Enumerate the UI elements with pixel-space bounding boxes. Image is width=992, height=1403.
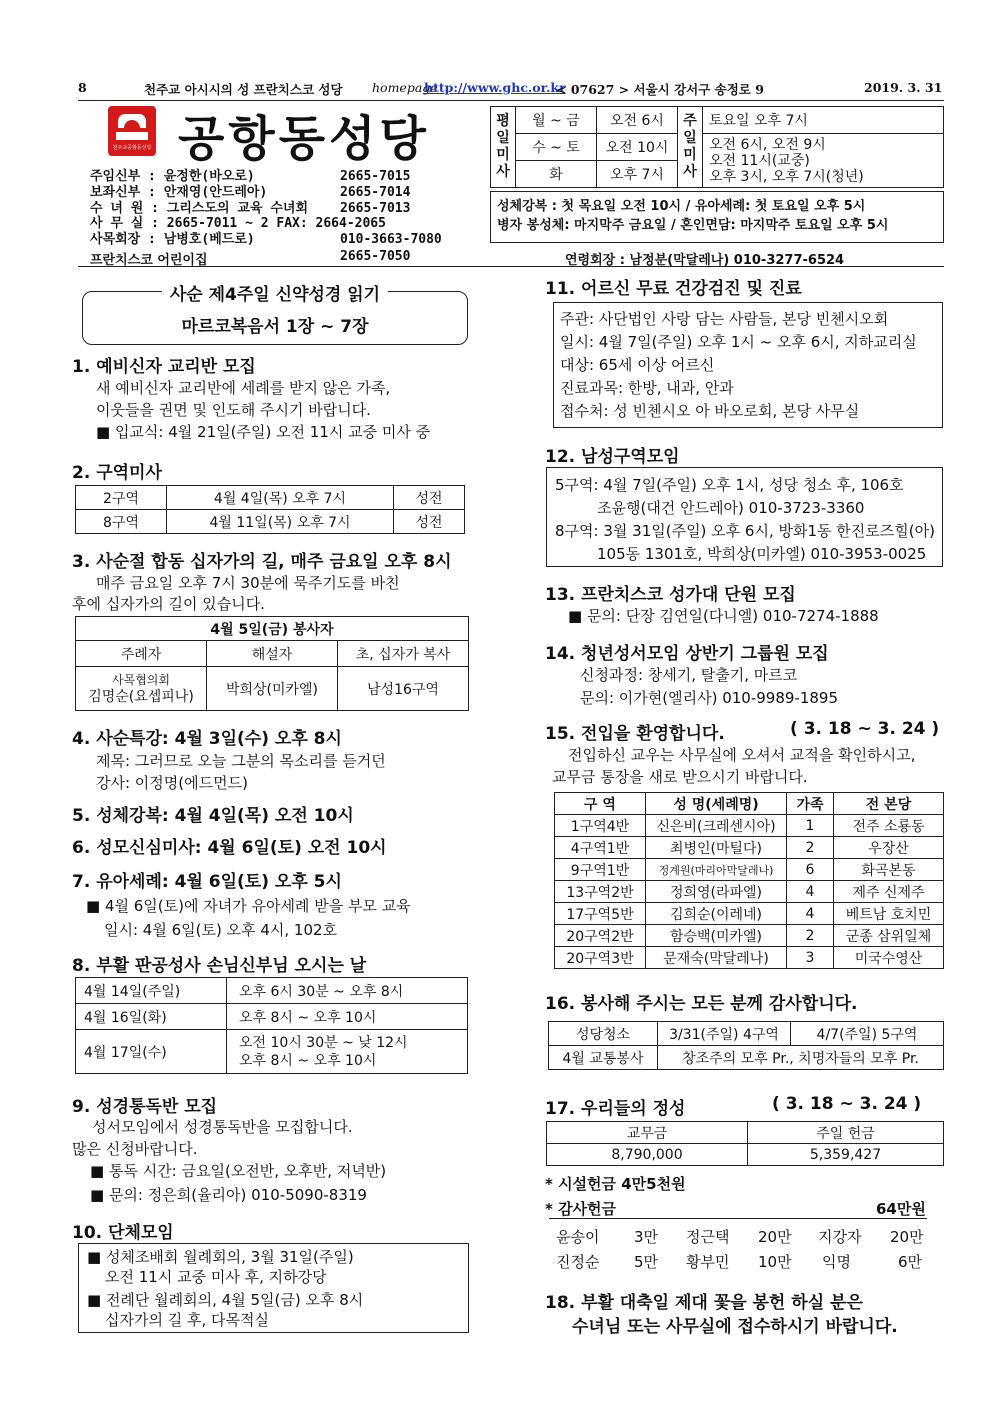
section-1-heading: 1. 예비신자 교리반 모집 [72, 357, 256, 377]
reading-title: 사순 제4주일 신약성경 읽기 [162, 285, 388, 305]
district-mass-table: 2구역 4월 4일(목) 오후 7시 성전 8구역 4월 11일(목) 오후 7시 성전 [75, 485, 465, 534]
table-row: 17구역5반 김희순(이레네) 4 베트남 호치민 [555, 903, 944, 925]
section-1-bullet: ■ 입교식: 4월 21일(주일) 오전 11시 교중 미사 중 [96, 423, 431, 441]
kindergarten-name: 프란치스코 어린이집 [90, 253, 208, 268]
section-4-heading: 4. 사순특강: 4월 3일(수) 오후 8시 [72, 729, 342, 749]
confession-schedule-table: 4월 14일(주일) 오후 6시 30분 ~ 오후 8시 4월 16일(화) 오후 8시 ~ 오후 10시 4월 17일(수) 오전 10시 30분 ~ 낮 12시 오후 8시 ~ 오후 10시 [75, 977, 468, 1074]
thanks-divider [549, 1218, 927, 1219]
table-row: 20구역2반 함승백(미카엘) 2 군종 삼위일체 [555, 925, 944, 947]
section-18-heading: 18. 부활 대축일 제대 꽃을 봉헌 하실 분은 [545, 1293, 863, 1313]
association-head: 연령회장 : 남정분(막달레나) 010-3277-6524 [565, 253, 845, 268]
section-3-heading: 3. 사순절 합동 십자가의 길, 매주 금요일 오후 8시 [72, 552, 452, 572]
health-checkup-box: 주관: 사단법인 사랑 담는 사람들, 본당 빈첸시오회 일시: 4월 7일(주일) 오후 1시 ~ 오후 6시, 지하교리실 대상: 65세 이상 어르신 진료과목: 한방, 내과, 안과 접수처: 성 빈첸시오 아 바오로회, 본당 사무실 [553, 302, 943, 428]
thanks-offering-total: 64만원 [876, 1200, 926, 1218]
table-row: 4구역1반 최병인(마틸다) 2 우장산 [555, 837, 944, 859]
table-row: 1구역4반 신은비(크레센시아) 1 전주 소룡동 [555, 815, 944, 837]
sacrament-notice: 성체강복 : 첫 목요일 오전 10시 / 유아세례: 첫 토요일 오후 5시 병자 봉성체: 마지막주 금요일 / 혼인면담: 마지막주 토요일 오후 5시 [490, 191, 944, 243]
thanks-offering-label: * 감사헌금 [545, 1200, 617, 1218]
mass-times-table: 평일미사 월 ~ 금 오전 6시 주일미사 토요일 오후 7시 수 ~ 토 오전 10시 오전 6시, 오전 9시 오전 11시(교중) 오후 3시, 오후 7시(청년) 화 오후 7시 [490, 106, 944, 188]
section-17-period: ( 3. 18 ~ 3. 24 ) [772, 1094, 922, 1114]
group-meetings-box: ■ 성체조배회 월례회의, 3월 31일(주일) 오전 11시 교중 미사 후, 지하강당 ■ 전례단 월례회의, 4월 5일(금) 오후 8시 십자가의 길 후, 다목적실 [78, 1243, 469, 1333]
section-11-heading: 11. 어르신 무료 건강검진 및 진료 [545, 279, 802, 299]
section-15-heading: 15. 전입을 환영합니다. [545, 724, 725, 744]
issue-date: 2019. 3. 31 [864, 80, 943, 95]
header-divider [78, 266, 944, 267]
section-12-heading: 12. 남성구역모임 [545, 447, 680, 467]
section-5-heading: 5. 성체강복: 4월 4일(목) 오전 10시 [72, 806, 354, 826]
table-row: 9구역1반 정계원(마리아막달레나) 6 화곡본동 [555, 859, 944, 881]
clergy-row: 사 무 실 : 2665-7011 ~ 2 FAX: 2664-2065 [90, 216, 386, 232]
offerings-table: 교무금 주일 헌금 8,790,000 5,359,427 [546, 1121, 944, 1166]
stations-volunteer-table: 4월 5일(금) 봉사자 주례자 해설자 초, 십자가 복사 사목협의회 김명순(요셉피나) 박희상(미카엘) 남성16구역 [75, 616, 469, 711]
newcomers-table: 구 역 성 명(세례명) 가족 전 본당 1구역4반 신은비(크레센시아) 1 전주 소룡동 4구역1반 최병인(마틸다) 2 우장산 9구역1반 정계원(마리아막달레나) 6 화곡본동 13구역2반 정희영(라파엘) 4 제주 신제주 17구역5반 김희순(이레네) 4 베트남 호치민 20구역2반 함승백(미카엘) 2 군종 삼위일체 20구역3반 문재숙(막달레나) 3 미국수영산 [554, 792, 944, 969]
section-17-heading: 17. 우리들의 정성 [545, 1099, 686, 1119]
clergy-list [90, 169, 442, 248]
clergy-row: 보좌신부 : 안재영(안드레아) 2665-7014 [90, 184, 411, 200]
logo-seal-text: 천주교공항동성당 [112, 145, 152, 151]
church-logo-icon [108, 106, 156, 156]
section-14-heading: 14. 청년성서모임 상반기 그룹원 모집 [545, 644, 829, 664]
facility-offering: * 시설헌금 4만5천원 [545, 1175, 686, 1193]
table-row: 13구역2반 정희영(라파엘) 4 제주 신제주 [555, 881, 944, 903]
page-number: 8 [78, 80, 87, 95]
section-16-heading: 16. 봉사해 주시는 모든 분께 감사합니다. [545, 994, 858, 1014]
clergy-row: 사목회장 : 남병호(베드로) 010-3663-7080 [90, 232, 442, 248]
section-8-heading: 8. 부활 판공성사 손님신부님 오시는 날 [72, 956, 367, 976]
bible-reading-box [82, 285, 468, 345]
section-13-heading: 13. 프란치스코 성가대 단원 모집 [545, 585, 796, 605]
homepage-label: homepage [372, 80, 438, 95]
section-6-heading: 6. 성모신심미사: 4월 6일(토) 오전 10시 [72, 838, 387, 858]
section-9-heading: 9. 성경통독반 모집 [72, 1097, 218, 1117]
homepage-link[interactable]: http://www.ghc.or.kr [424, 80, 566, 95]
table-row: 20구역3반 문재숙(막달레나) 3 미국수영산 [555, 947, 944, 969]
church-name: 공항동성당 [178, 111, 430, 167]
section-7-heading: 7. 유아세례: 4월 6일(토) 오후 5시 [72, 872, 342, 892]
weekday-mass-label: 평일미사 [491, 107, 516, 188]
reading-range: 마르코복음서 1장 ~ 7장 [181, 317, 369, 337]
section-15-period: ( 3. 18 ~ 3. 24 ) [790, 719, 940, 739]
kindergarten-phone: 2665-7050 [340, 249, 411, 264]
clergy-row: 수 녀 원 : 그리스도의 교육 수녀회 2665-7013 [90, 200, 411, 216]
parish-line: 천주교 아시시의 성 프란치스코 성당 [144, 82, 343, 97]
volunteer-thanks-table: 성당청소 3/31(주일) 4구역 4/7(주일) 5구역 4월 교통봉사 창조주의 모후 Pr., 치명자들의 모후 Pr. [548, 1021, 944, 1070]
section-2-heading: 2. 구역미사 [72, 463, 162, 483]
men-district-box: 5구역: 4월 7일(주일) 오후 1시, 성당 청소 후, 106호 조윤행(대건 안드레아) 010-3723-3360 8구역: 3월 31일(주일) 오후 6시, 방화1동 한진로즈힐(아) 105동 1301호, 박희상(미카엘) 010-3953-0025 [546, 467, 943, 567]
address: < 07627 > 서울시 강서구 송정로 9 [556, 82, 764, 97]
sunday-mass-label: 주일미사 [678, 107, 703, 188]
page-header [78, 78, 944, 101]
section-10-heading: 10. 단체모임 [72, 1223, 174, 1243]
clergy-row: 주임신부 : 윤정한(바오로) 2665-7015 [90, 169, 411, 184]
section-18-text: 수녀님 또는 사무실에 접수하시기 바랍니다. [572, 1317, 898, 1337]
